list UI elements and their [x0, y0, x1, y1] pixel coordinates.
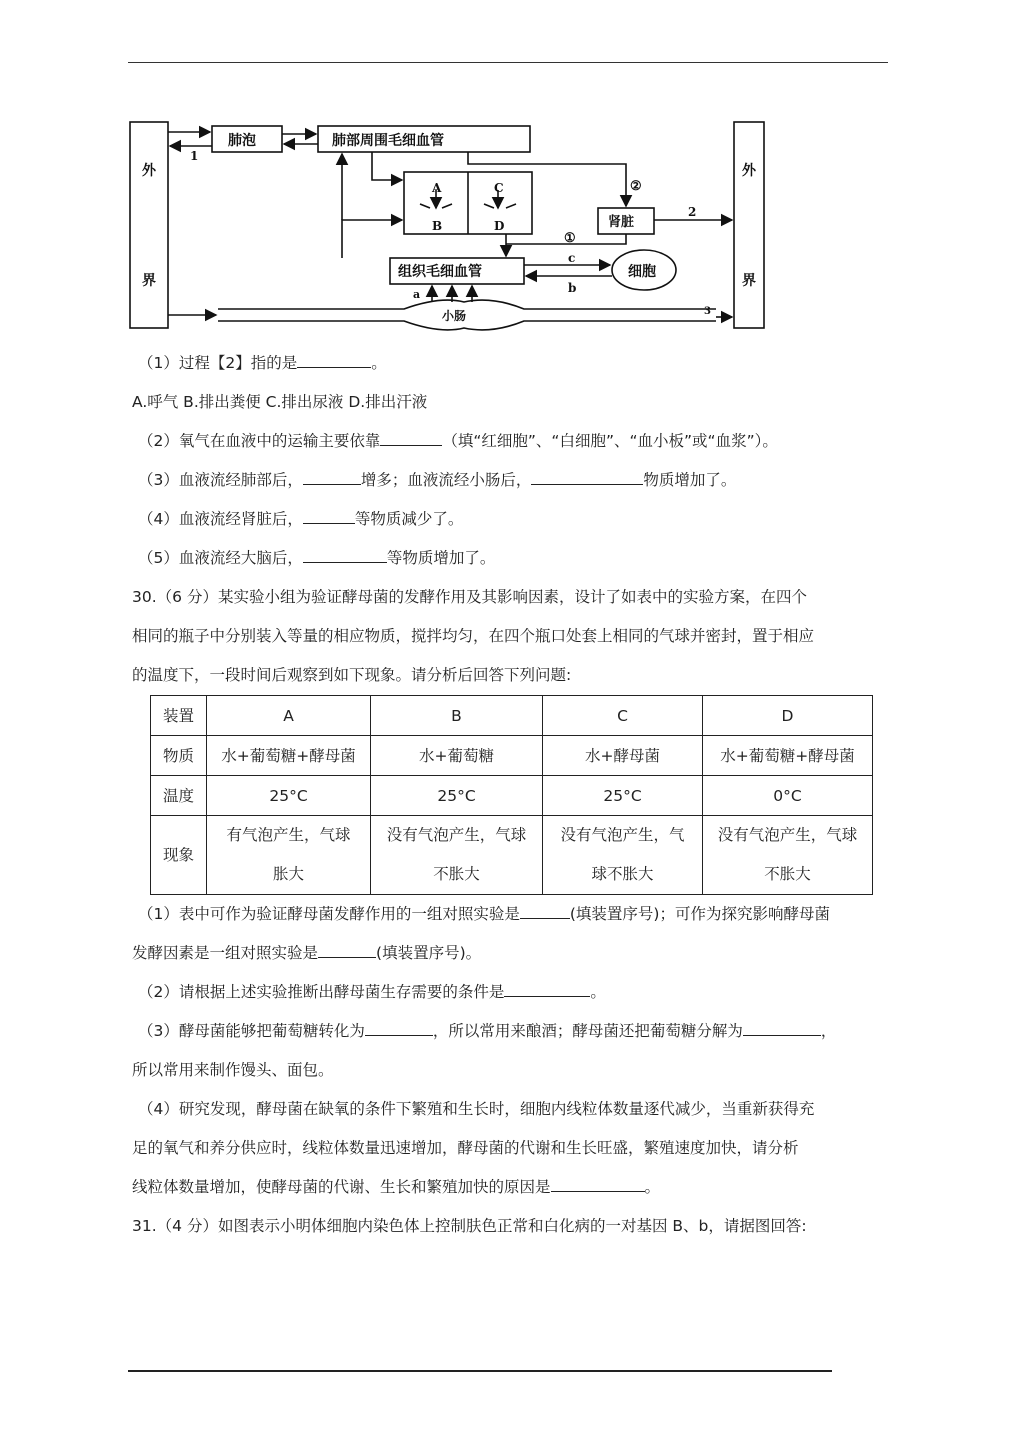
answer-blank [303, 470, 361, 485]
table-row [151, 696, 873, 736]
footer-rule [128, 1370, 832, 1372]
cell-line: 球不胀大 [591, 865, 654, 883]
q29-s2-end: （填“红细胞”、“白细胞”、“血小板”或“血浆”）。 [442, 432, 778, 450]
heart-d-label: D [494, 219, 505, 233]
label-circle-1: ① [564, 231, 576, 246]
table-cell: 25°C [207, 776, 371, 816]
answer-blank [504, 982, 590, 997]
q30-intro-2: 相同的瓶子中分别装入等量的相应物质，搅拌均匀，在四个瓶口处套上相同的气球并密封，置于相应 [132, 627, 815, 645]
q30-s3-text: （3）酵母菌能够把葡萄糖转化为 [138, 1022, 365, 1040]
kidney-label: 肾脏 [608, 215, 635, 230]
q30-s3-comma: ， [820, 1022, 837, 1040]
q29-options: A.呼气 B.排出粪便 C.排出尿液 D.排出汗液 [132, 393, 428, 411]
table-cell [703, 816, 873, 895]
table-cell: 25°C [543, 776, 703, 816]
q29-s2-text: （2）氧气在血液中的运输主要依靠 [138, 432, 381, 450]
answer-blank [551, 1177, 645, 1192]
label-3: 3 [704, 306, 711, 317]
q29-s1-end: 。 [371, 354, 387, 372]
answer-blank [297, 353, 371, 368]
answer-blank [303, 548, 387, 563]
table-cell: B [371, 696, 543, 736]
table-cell: 温度 [151, 776, 207, 816]
table-cell: D [703, 696, 873, 736]
cell-line: 不胀大 [433, 865, 480, 883]
q30-s1-cont: 发酵因素是一组对照实验是 [132, 944, 319, 962]
q30-s1-end: (填装置序号)。 [376, 944, 482, 962]
q29-s3-mid: 增多；血液流经小肠后， [360, 471, 532, 489]
outside-right-box [734, 122, 764, 328]
table-cell: A [207, 696, 371, 736]
intestine-shape [218, 300, 716, 330]
table-cell: 水+葡萄糖 [371, 736, 543, 776]
q30-item-3b: 所以常用来制作馒头、面包。 [132, 1061, 334, 1079]
table-cell [371, 816, 543, 895]
heart-c-label: C [494, 181, 504, 195]
table-row [151, 776, 873, 816]
answer-blank [520, 904, 570, 919]
cell-line: 不胀大 [764, 865, 811, 883]
table-cell: 物质 [151, 736, 207, 776]
q29-s5-text: （5）血液流经大脑后， [138, 549, 303, 567]
q29-s3-text: （3）血液流经肺部后， [138, 471, 303, 489]
label-2: 2 [688, 205, 697, 219]
experiment-table [150, 695, 873, 895]
answer-blank [380, 431, 442, 446]
table-cell [543, 816, 703, 895]
cell-line: 胀大 [272, 865, 304, 883]
q30-s1-mid: (填装置序号)；可作为探究影响酵母菌 [569, 905, 830, 923]
q30-item-1a [138, 904, 830, 924]
cell-line: 没有气泡产生，气球 [717, 826, 858, 844]
alveoli-label: 肺泡 [228, 133, 256, 149]
label-a: a [413, 288, 421, 301]
answer-blank [531, 470, 643, 485]
label-c: c [568, 251, 576, 265]
table-cell: 0°C [703, 776, 873, 816]
tissue-capillary-label: 组织毛细血管 [398, 264, 482, 280]
heart-a-label: A [432, 181, 442, 195]
cell-label: 细胞 [628, 264, 656, 280]
q29-s4-end: 等物质减少了。 [354, 510, 464, 528]
outside-left-bottom: 界 [142, 273, 156, 289]
cell-line: 没有气泡产生，气 [560, 826, 685, 844]
table-cell: C [543, 696, 703, 736]
answer-blank [303, 509, 355, 524]
cell-line: 有气泡产生，气球 [226, 826, 351, 844]
intestine-label: 小肠 [442, 309, 467, 323]
q30-intro-1: 30.（6 分）某实验小组为验证酵母菌的发酵作用及其影响因素，设计了如表中的实验方案，在四个 [132, 588, 807, 606]
heart-b-label: B [432, 219, 443, 233]
table-cell [207, 816, 371, 895]
circulation-diagram [120, 112, 910, 342]
answer-blank [365, 1021, 433, 1036]
q30-item-4a: （4）研究发现，酵母菌在缺氧的条件下繁殖和生长时，细胞内线粒体数量逐代减少，当重新获得充 [138, 1100, 815, 1118]
table-row [151, 736, 873, 776]
q29-item-3 [138, 470, 736, 490]
q30-s4-end: 。 [644, 1178, 661, 1196]
q30-s1-text: （1）表中可作为验证酵母菌发酵作用的一组对照实验是 [138, 905, 520, 923]
outside-right-bottom: 界 [742, 273, 756, 289]
cell-line: 没有气泡产生，气球 [386, 826, 527, 844]
q30-s4-text: 线粒体数量增加，使酵母菌的代谢、生长和繁殖加快的原因是 [132, 1178, 551, 1196]
answer-blank [743, 1021, 821, 1036]
label-circle-2: ② [630, 179, 642, 194]
q29-item-1 [138, 353, 387, 373]
q30-s2-end: 。 [590, 983, 606, 1001]
outside-left-top: 外 [142, 163, 156, 179]
q29-s3-end: 物质增加了。 [643, 471, 737, 489]
table-cell: 水+葡萄糖+酵母菌 [703, 736, 873, 776]
q29-item-2 [138, 431, 778, 451]
header-rule [128, 62, 888, 63]
q30-item-4b: 足的氧气和养分供应时，线粒体数量迅速增加，酵母菌的代谢和生长旺盛，繁殖速度加快，请分析 [132, 1139, 799, 1157]
table-cell: 装置 [151, 696, 207, 736]
q31-intro: 31.（4 分）如图表示小明体细胞内染色体上控制肤色正常和白化病的一对基因 B、b，请据图回答: [132, 1217, 807, 1235]
table-cell: 水+葡萄糖+酵母菌 [207, 736, 371, 776]
q29-item-4 [138, 509, 463, 529]
table-cell: 25°C [371, 776, 543, 816]
label-1: 1 [190, 149, 199, 163]
q29-item-5 [138, 548, 495, 568]
table-row [151, 816, 873, 895]
q30-s3-mid: ，所以常用来酿酒；酵母菌还把葡萄糖分解为 [432, 1022, 743, 1040]
answer-blank [318, 943, 376, 958]
q30-item-4c [132, 1177, 660, 1197]
q30-s2-text: （2）请根据上述实验推断出酵母菌生存需要的条件是 [138, 983, 505, 1001]
outside-left-box [130, 122, 168, 328]
q30-item-2 [138, 982, 606, 1002]
outside-right-top: 外 [742, 163, 756, 179]
table-cell: 水+酵母菌 [543, 736, 703, 776]
q30-item-3a [138, 1021, 836, 1041]
q29-s1-text: （1）过程【2】指的是 [138, 354, 298, 372]
table-cell: 现象 [151, 816, 207, 895]
q29-s5-end: 等物质增加了。 [386, 549, 496, 567]
lung-capillary-label: 肺部周围毛细血管 [332, 133, 444, 149]
label-b: b [568, 281, 577, 295]
q30-intro-3: 的温度下，一段时间后观察到如下现象。请分析后回答下列问题: [132, 666, 572, 684]
q29-s4-text: （4）血液流经肾脏后， [138, 510, 303, 528]
q30-item-1b [132, 943, 481, 963]
